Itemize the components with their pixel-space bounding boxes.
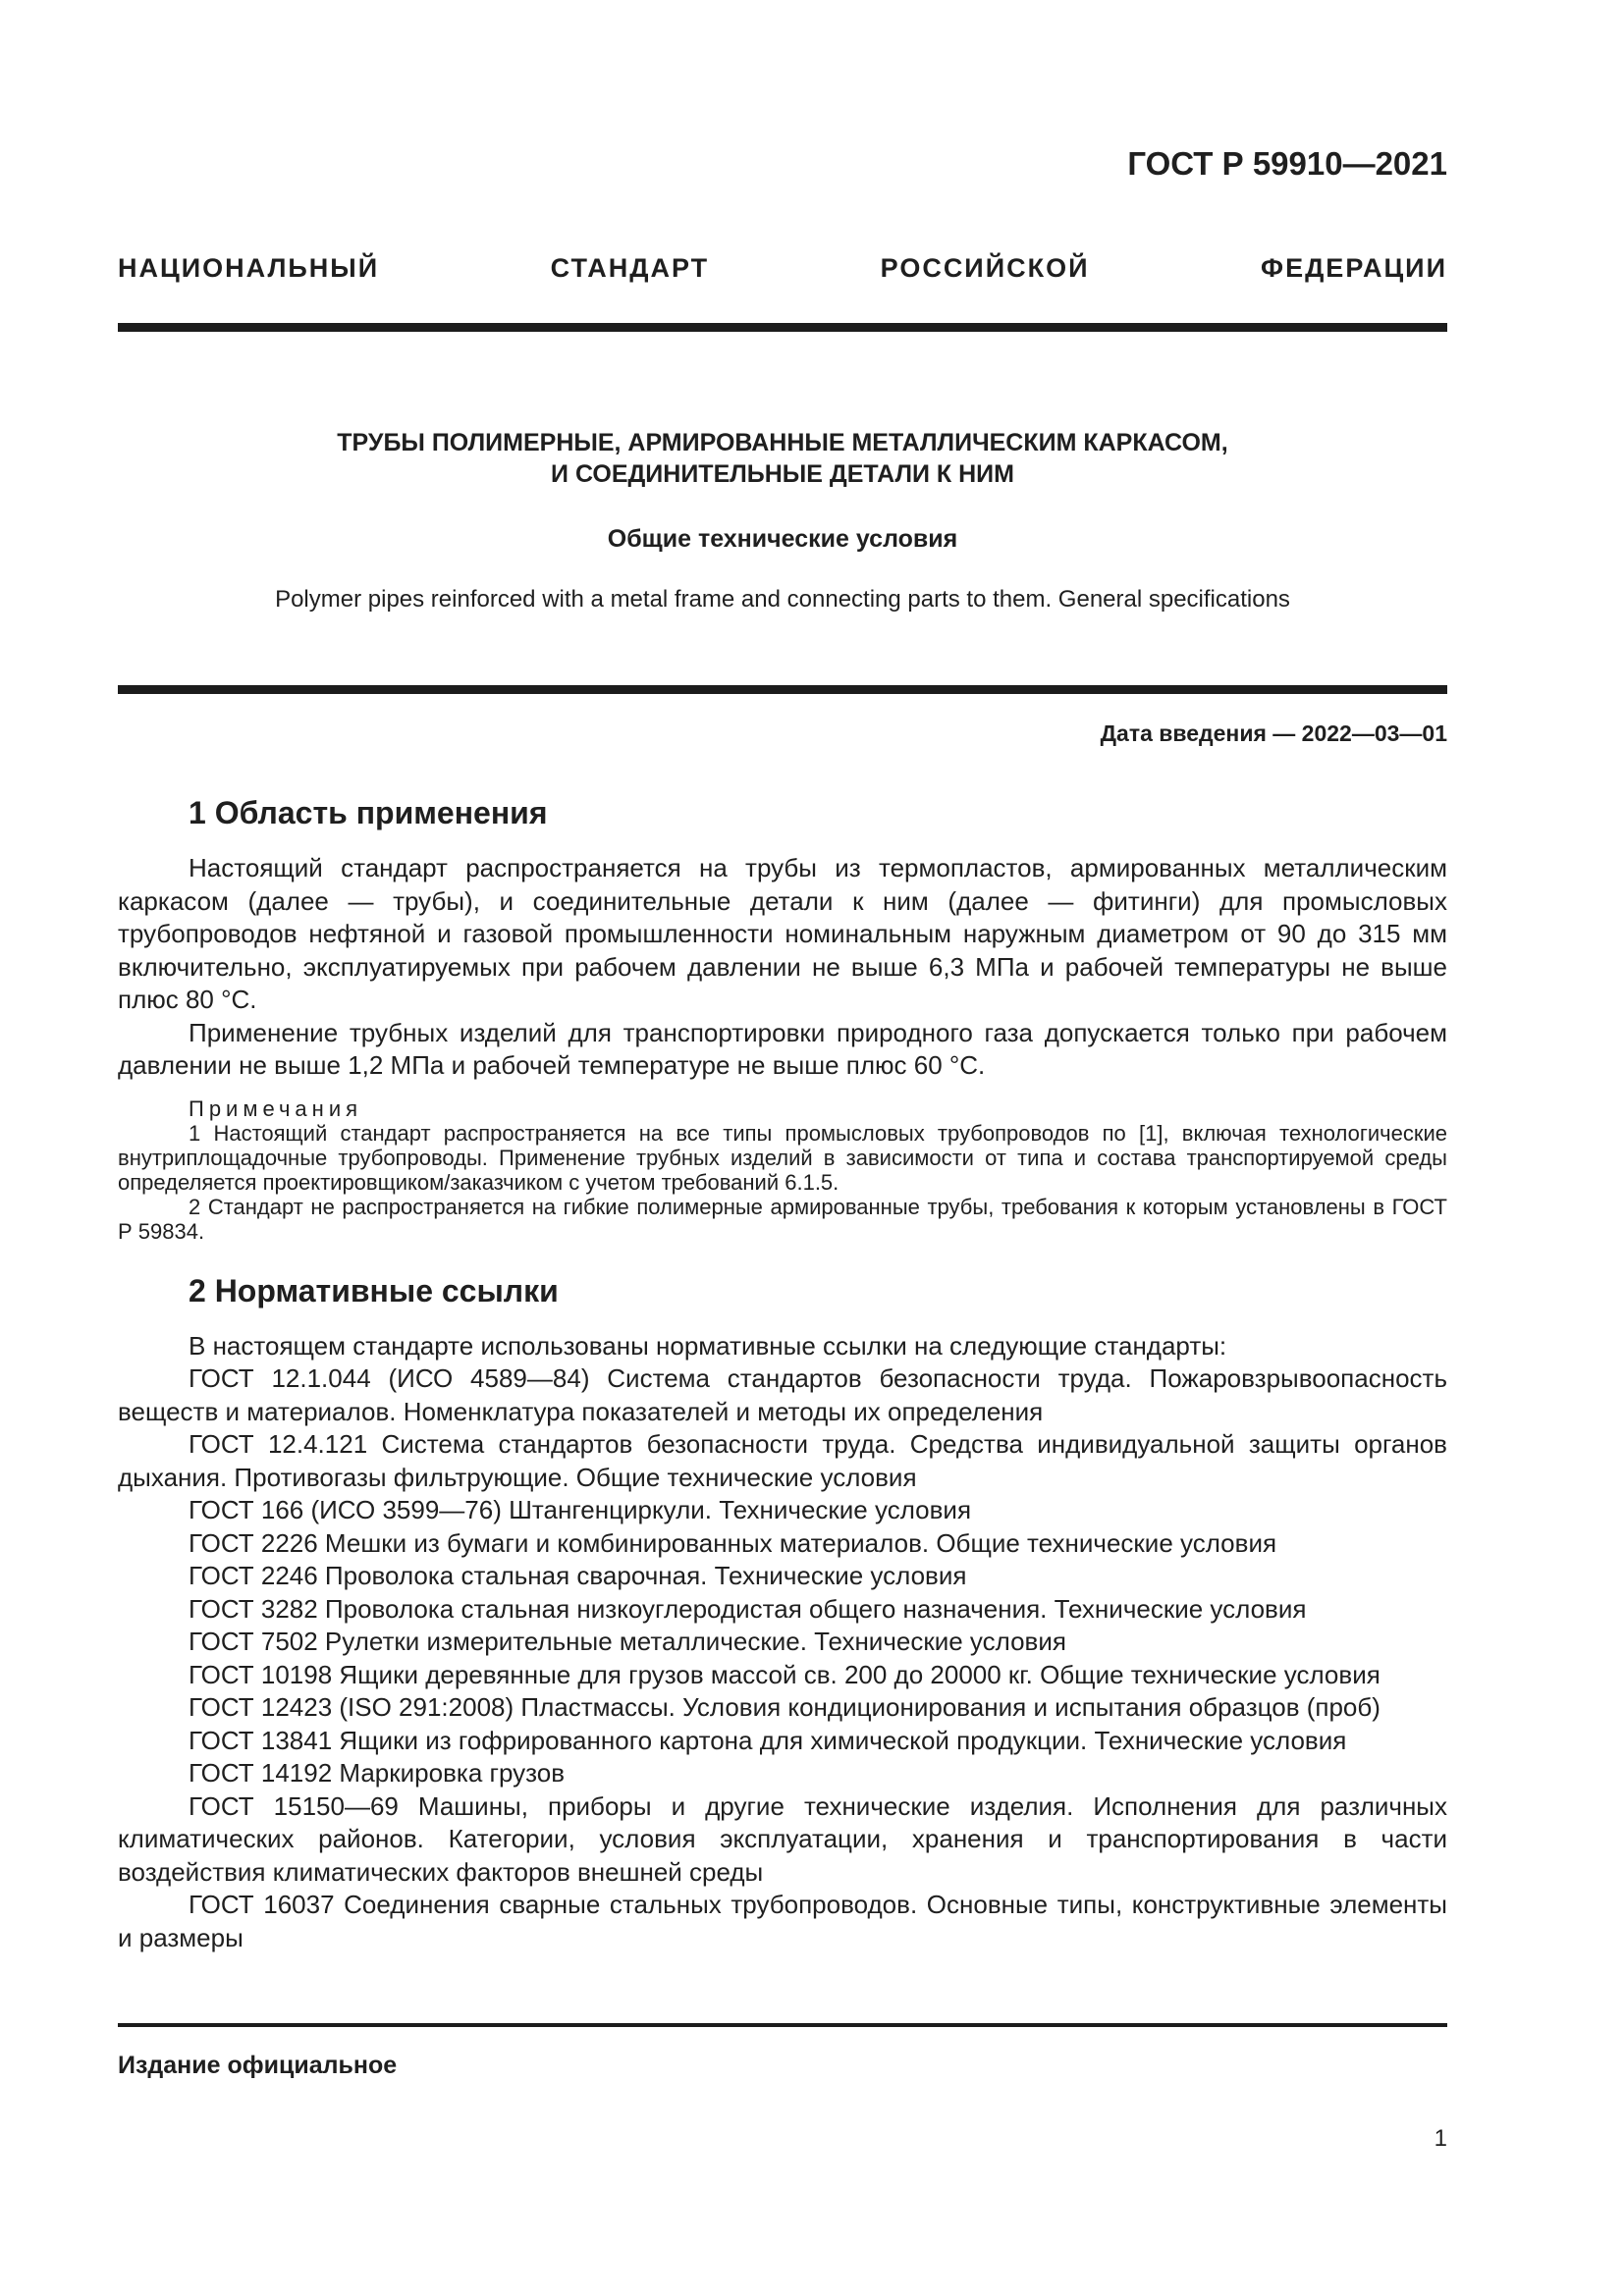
reference-item: ГОСТ 12423 (ISO 291:2008) Пластмассы. Условия кондиционирования и испытания образцов (проб) <box>189 1692 1380 1722</box>
document-title <box>118 427 1447 490</box>
section-2-heading: 2 Нормативные ссылки <box>189 1272 559 1308</box>
reference-item: ГОСТ 15150—69 Машины, приборы и другие технические изделия. Исполнения для различных климатических районов. Категории, условия эксплуатации, хранения и транспортирования в части воздействия климатических факторов внешней среды <box>118 1790 1447 1887</box>
document-subtitle: Общие технические условия <box>607 525 958 553</box>
introduction-date: Дата введения — 2022—03—01 <box>1100 721 1447 746</box>
national-standard-banner: НАЦИОНАЛЬНЫЙ СТАНДАРТ РОССИЙСКОЙ ФЕДЕРАЦИИ <box>118 253 1447 283</box>
reference-item: ГОСТ 16037 Соединения сварные стальных трубопроводов. Основные типы, конструктивные элементы и размеры <box>118 1890 1447 1952</box>
notes-heading: Примечания <box>189 1095 363 1121</box>
reference-item: ГОСТ 3282 Проволока стальная низкоуглеродистая общего назначения. Технические условия <box>189 1593 1307 1624</box>
reference-item: ГОСТ 2226 Мешки из бумаги и комбинированных материалов. Общие технические условия <box>189 1527 1277 1558</box>
section-2-intro: В настоящем стандарте использованы нормативные ссылки на следующие стандарты: <box>189 1330 1227 1361</box>
note-1: 1 Настоящий стандарт распространяется на все типы промысловых трубопроводов по [1], включая технологические внутриплощадочные трубопроводы. Применение трубных изделий в зависимости от типа и состава транспортируемой среды определяется проектировщиком/заказчиком с учетом требований 6.1.5. <box>118 1120 1447 1195</box>
footer-divider <box>118 2023 1447 2027</box>
reference-item: ГОСТ 13841 Ящики из гофрированного картона для химической продукции. Технические условия <box>189 1725 1347 1755</box>
notes-block <box>118 1096 1447 1244</box>
reference-item: ГОСТ 12.4.121 Система стандартов безопасности труда. Средства индивидуальной защиты органов дыхания. Противогазы фильтрующие. Общие технические условия <box>118 1429 1447 1492</box>
section-1-paragraph-2: Применение трубных изделий для транспортировки природного газа допускается только при рабочем давлении не выше 1,2 МПа и рабочей температуре не выше плюс 60 °С. <box>118 1017 1447 1080</box>
document-body <box>118 787 1447 1954</box>
official-edition-label: Издание официальное <box>118 2052 398 2079</box>
top-divider <box>118 323 1447 332</box>
note-2: 2 Стандарт не распространяется на гибкие полимерные армированные трубы, требования к которым установлены в ГОСТ Р 59834. <box>118 1194 1447 1244</box>
title-divider <box>118 685 1447 694</box>
document-page <box>118 0 1447 2296</box>
reference-item: ГОСТ 12.1.044 (ИСО 4589—84) Система стандартов безопасности труда. Пожаровзрывоопасность веществ и материалов. Номенклатура показателей и методы их определения <box>118 1363 1447 1426</box>
reference-item: ГОСТ 2246 Проволока стальная сварочная. Технические условия <box>189 1561 967 1590</box>
section-1-paragraph-1: Настоящий стандарт распространяется на трубы из термопластов, армированных металлическим каркасом (далее — трубы), и соединительные детали к ним (далее — фитинги) для промысловых трубопроводов нефтяной и газовой промышленности номинальным наружным диаметром от 90 до 315 мм включительно, эксплуатируемых при рабочем давлении не выше 6,3 МПа и рабочей температуры не выше плюс 80 °С. <box>118 853 1447 1014</box>
reference-item: ГОСТ 14192 Маркировка грузов <box>189 1758 566 1788</box>
reference-item: ГОСТ 10198 Ящики деревянные для грузов массой св. 200 до 20000 кг. Общие технические условия <box>189 1659 1380 1689</box>
title-line-1: ТРУБЫ ПОЛИМЕРНЫЕ, АРМИРОВАННЫЕ МЕТАЛЛИЧЕСКИМ КАРКАСОМ, <box>337 429 1228 456</box>
english-title: Polymer pipes reinforced with a metal frame and connecting parts to them. General specifications <box>275 586 1290 613</box>
page-number: 1 <box>1434 2125 1447 2152</box>
standard-code: ГОСТ Р 59910—2021 <box>1127 145 1447 182</box>
reference-item: ГОСТ 166 (ИСО 3599—76) Штангенциркули. Технические условия <box>189 1495 972 1524</box>
title-line-2: И СОЕДИНИТЕЛЬНЫЕ ДЕТАЛИ К НИМ <box>551 460 1014 488</box>
reference-item: ГОСТ 7502 Рулетки измерительные металлические. Технические условия <box>189 1627 1066 1656</box>
section-1-heading: 1 Область применения <box>189 795 548 830</box>
